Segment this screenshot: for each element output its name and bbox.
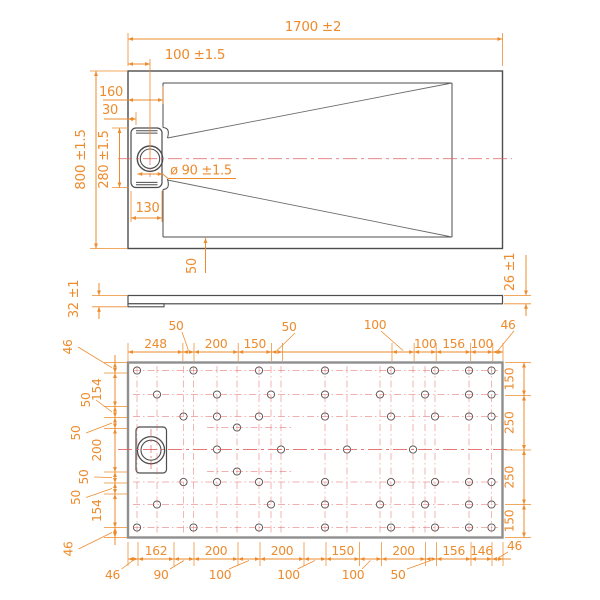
arrowhead xyxy=(183,350,188,354)
arrowhead xyxy=(133,557,138,561)
arrowhead xyxy=(260,557,265,561)
arrowhead xyxy=(524,304,528,309)
dim-label: 248 xyxy=(144,337,167,351)
dim-label: 50 xyxy=(390,568,406,582)
leader-line xyxy=(170,561,184,570)
dim-label: 150 xyxy=(331,544,354,558)
leader-line xyxy=(122,561,134,570)
arrowhead xyxy=(392,350,397,354)
arrowhead xyxy=(97,291,101,296)
dim-label: 156 xyxy=(442,544,465,558)
dim-label: 100 xyxy=(363,318,387,332)
arrowhead xyxy=(113,402,117,407)
arrowhead xyxy=(97,307,101,312)
arrowhead xyxy=(522,533,526,538)
dim-label: 150 xyxy=(502,509,517,533)
dim-label-edge-to-pocket: 30 xyxy=(102,103,118,118)
arrowhead xyxy=(522,445,526,450)
arrowhead xyxy=(113,418,117,423)
dim-label-drain-offset: 100 ±1.5 xyxy=(164,47,226,63)
arrowhead xyxy=(118,183,122,188)
arrowhead xyxy=(174,557,179,561)
arrowhead xyxy=(522,500,526,505)
leader-line xyxy=(86,423,112,433)
arrowhead xyxy=(493,350,498,354)
dim-label: 100 xyxy=(470,337,494,351)
arrowhead xyxy=(271,350,276,354)
arrowhead xyxy=(522,396,526,401)
dim-label: 200 xyxy=(270,544,294,558)
arrowhead xyxy=(113,483,117,488)
arrowhead xyxy=(189,557,194,561)
arrowhead xyxy=(138,557,143,561)
arrowhead xyxy=(426,557,431,561)
arrowhead xyxy=(94,244,98,249)
arrowhead xyxy=(377,557,382,561)
arrowhead xyxy=(233,350,238,354)
arrowhead xyxy=(498,557,503,561)
drain-pocket xyxy=(131,128,162,188)
arrowhead xyxy=(321,557,326,561)
arrowhead xyxy=(382,557,387,561)
arrowhead xyxy=(522,363,526,368)
dim-label: 154 xyxy=(90,378,104,401)
arrowhead xyxy=(304,557,309,561)
dim-label: 46 xyxy=(506,539,523,553)
dim-label: 90 xyxy=(153,568,169,582)
arrowhead xyxy=(113,494,117,499)
leader-line xyxy=(498,331,514,351)
arrowhead xyxy=(255,557,260,561)
dim-label: 100 xyxy=(413,337,437,351)
dim-label-drain-diameter: ø 90 ±1.5 xyxy=(170,163,232,179)
leader-line xyxy=(79,533,113,550)
dim-label: 46 xyxy=(61,541,76,557)
profile-drain-boss xyxy=(128,304,164,307)
dim-label: 46 xyxy=(61,339,75,355)
arrowhead xyxy=(432,557,437,561)
dim-label: 154 xyxy=(90,499,104,522)
dim-label: 50 xyxy=(69,425,83,441)
underside-outline xyxy=(128,363,503,538)
dim-label-edge-to-floor: 160 xyxy=(99,85,123,100)
arrowhead xyxy=(94,71,98,76)
arrowhead xyxy=(113,489,117,494)
arrowhead xyxy=(233,557,238,561)
arrowhead xyxy=(524,291,528,296)
arrowhead xyxy=(498,37,503,41)
dim-label-pocket-width: 130 xyxy=(135,201,160,216)
dim-label: 46 xyxy=(500,318,516,332)
arrowhead xyxy=(178,350,183,354)
dim-label-overall-depth: 800 ±1.5 xyxy=(73,129,89,190)
arrowhead xyxy=(113,368,117,373)
arrowhead xyxy=(326,557,331,561)
leader-line xyxy=(229,561,249,570)
dim-label: 50 xyxy=(69,489,83,506)
leader-line xyxy=(298,561,316,570)
profile-view xyxy=(67,253,531,319)
underside-view xyxy=(61,318,531,582)
arrowhead xyxy=(113,373,117,378)
arrowhead xyxy=(522,450,526,455)
arrowhead xyxy=(113,413,117,418)
dim-label: 200 xyxy=(204,544,228,558)
dim-label: 250 xyxy=(502,411,517,434)
dim-label: 150 xyxy=(243,337,267,351)
dim-label-left-thickness: 32 ±1 xyxy=(67,279,82,319)
leader-line xyxy=(277,333,295,351)
arrowhead xyxy=(355,557,360,561)
dim-label-right-thickness: 26 ±1 xyxy=(503,252,518,292)
arrowhead xyxy=(113,424,117,429)
dim-label: 150 xyxy=(502,367,517,391)
arrowhead xyxy=(113,523,117,528)
arrowhead xyxy=(189,350,194,354)
profile-outline xyxy=(128,296,503,304)
dim-label: 50 xyxy=(281,320,297,334)
dim-label-rim-width: 50 xyxy=(185,258,200,274)
dim-label-overall-width: 1700 ±2 xyxy=(284,19,342,35)
arrowhead xyxy=(437,557,442,561)
arrowhead xyxy=(194,557,199,561)
arrowhead xyxy=(128,37,133,41)
dim-label: 146 xyxy=(470,544,493,558)
arrowhead xyxy=(128,557,133,561)
arrowhead xyxy=(113,407,117,412)
dim-label: 100 xyxy=(208,568,232,582)
leader-line xyxy=(78,347,112,368)
dim-label: 162 xyxy=(144,544,168,558)
arrowhead xyxy=(113,528,117,533)
leader-line xyxy=(94,477,112,478)
dim-label: 50 xyxy=(79,392,93,408)
arrowhead xyxy=(238,557,243,561)
dim-label: 200 xyxy=(204,337,228,351)
dim-label-pocket-length: 280 ±1.5 xyxy=(97,130,112,189)
tray-outer-outline xyxy=(128,71,503,249)
dim-label: 200 xyxy=(90,438,104,462)
arrowhead xyxy=(436,350,441,354)
dim-label: 100 xyxy=(277,568,300,582)
arrowhead xyxy=(238,350,243,354)
arrowhead xyxy=(194,350,199,354)
arrowhead xyxy=(421,557,426,561)
arrowhead xyxy=(169,557,174,561)
leader-line xyxy=(407,561,431,570)
arrowhead xyxy=(522,505,526,510)
arrowhead xyxy=(113,429,117,434)
dim-label: 250 xyxy=(502,465,517,489)
arrowhead xyxy=(113,533,117,538)
dim-label: 50 xyxy=(168,319,184,333)
arrowhead xyxy=(128,350,133,354)
arrowhead xyxy=(299,557,304,561)
arrowhead xyxy=(113,478,117,483)
arrowhead xyxy=(113,363,117,368)
arrowhead xyxy=(118,128,122,133)
dim-label: 156 xyxy=(442,337,465,351)
dim-label: 46 xyxy=(104,568,121,582)
arrowhead xyxy=(113,472,117,477)
leader-line xyxy=(499,552,508,558)
dim-label: 200 xyxy=(392,544,415,558)
arrowhead xyxy=(113,467,117,472)
dim-label: 50 xyxy=(77,469,91,485)
dim-label: 100 xyxy=(341,568,365,582)
leader-line xyxy=(86,489,112,498)
arrowhead xyxy=(128,62,133,66)
arrowhead xyxy=(498,350,503,354)
arrowhead xyxy=(278,350,283,354)
leader-line xyxy=(362,561,371,570)
plan-view xyxy=(73,19,512,274)
arrowhead xyxy=(145,62,150,66)
arrowhead xyxy=(360,557,365,561)
arrowhead xyxy=(266,350,271,354)
arrowhead xyxy=(522,391,526,396)
